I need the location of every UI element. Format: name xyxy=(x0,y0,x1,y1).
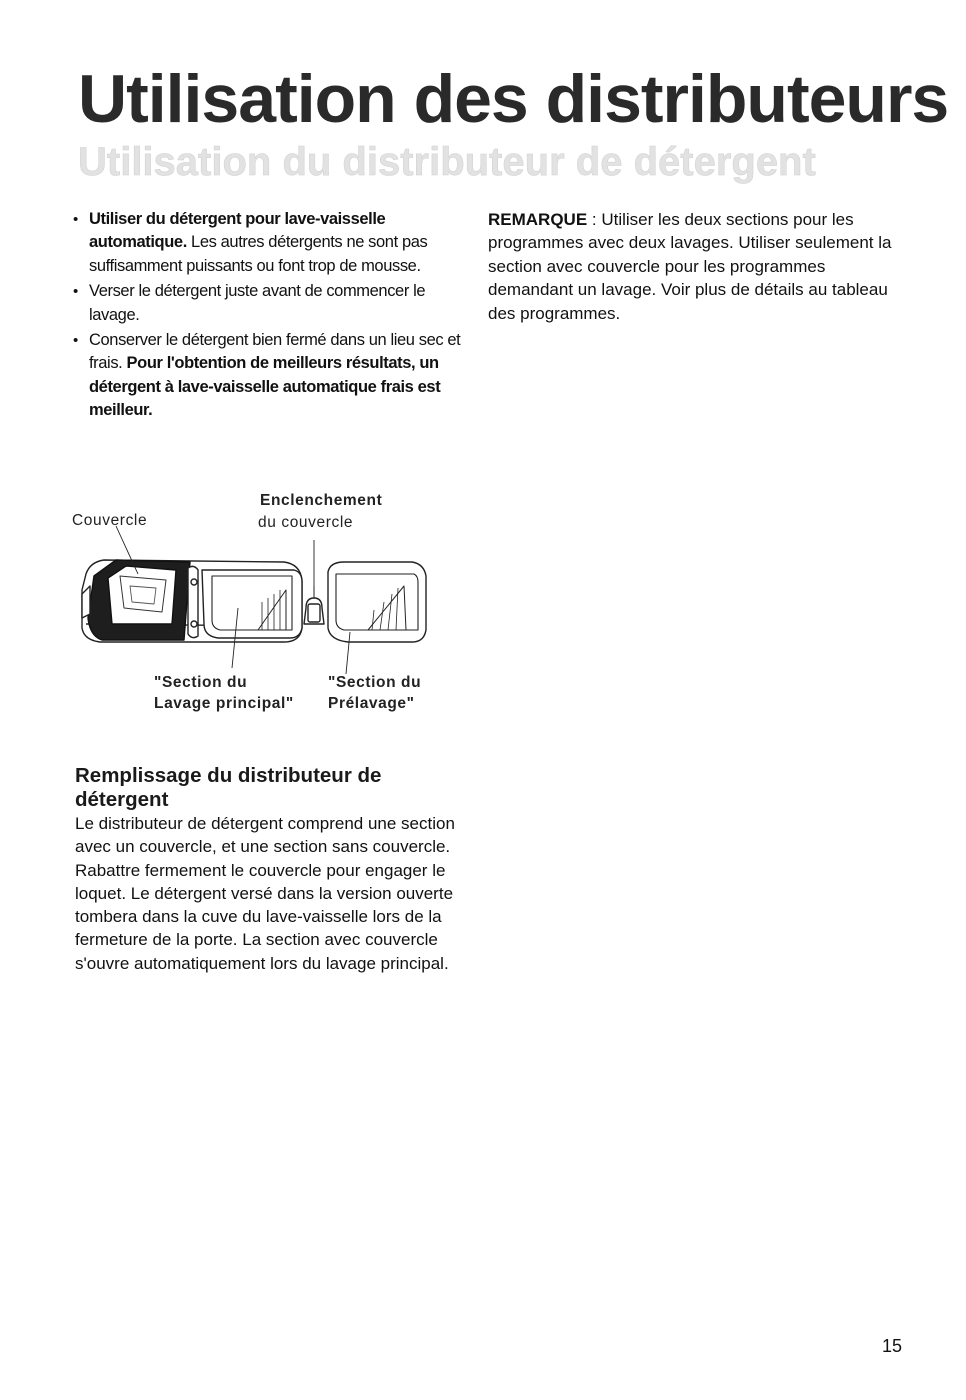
page-subtitle: Utilisation du distributeur de détergent xyxy=(78,140,816,184)
remark-label: REMARQUE xyxy=(488,210,588,229)
bullet-2-text: Verser le détergent juste avant de commencer le lavage. xyxy=(89,282,426,324)
page-title: Utilisation des distributeurs xyxy=(78,61,949,137)
list-item xyxy=(72,329,464,423)
label-main-wash-line1: "Section du xyxy=(154,674,248,691)
left-column xyxy=(72,208,464,425)
section-body: Le distributeur de détergent comprend une section avec un couvercle, et une section sans couvercle. Rabattre fermement le couvercle pour engager le loquet. Le détergent versé dans la version ouverte tombera dans la cuve du lave-vaisselle lors de la fermeture de la porte. La section avec couvercle s'ouvre automatiquement lors du lavage principal. xyxy=(75,814,455,973)
section-heading: Remplissage du distributeur de détergent xyxy=(75,764,382,811)
bullet-3-bold: Pour l'obtention de meilleurs résultats, un détergent à lave-vaisselle automatique frais est meilleur. xyxy=(89,354,441,420)
label-prewash-line2: Prélavage" xyxy=(328,695,415,712)
page-number: 15 xyxy=(882,1336,903,1356)
label-cover: Couvercle xyxy=(72,512,148,529)
dispenser-diagram xyxy=(72,490,452,720)
label-latch-line1: Enclenchement xyxy=(260,492,383,509)
bullet-1-text: Les autres détergents ne sont pas suffisamment puissants ou font trop de mousse. xyxy=(89,233,428,275)
remark-paragraph xyxy=(488,208,908,325)
remark-text: : Utiliser les deux sections pour les programmes avec deux lavages. Utiliser seulement la section avec couvercle pour les programmes demandant un lavage. Voir plus de détails au tableau des programmes. xyxy=(488,210,892,323)
label-prewash-line1: "Section du xyxy=(328,674,422,691)
bullet-1-bold: Utiliser du détergent pour lave-vaisselle automatique. xyxy=(89,210,386,252)
label-main-wash-line2: Lavage principal" xyxy=(154,695,294,712)
bullet-3-text: Conserver le détergent bien fermé dans un lieu sec et frais. xyxy=(89,331,461,373)
list-item xyxy=(72,280,464,327)
label-latch-line2: du couvercle xyxy=(258,514,354,531)
list-item xyxy=(72,208,464,278)
detergent-tips-list xyxy=(72,208,464,423)
